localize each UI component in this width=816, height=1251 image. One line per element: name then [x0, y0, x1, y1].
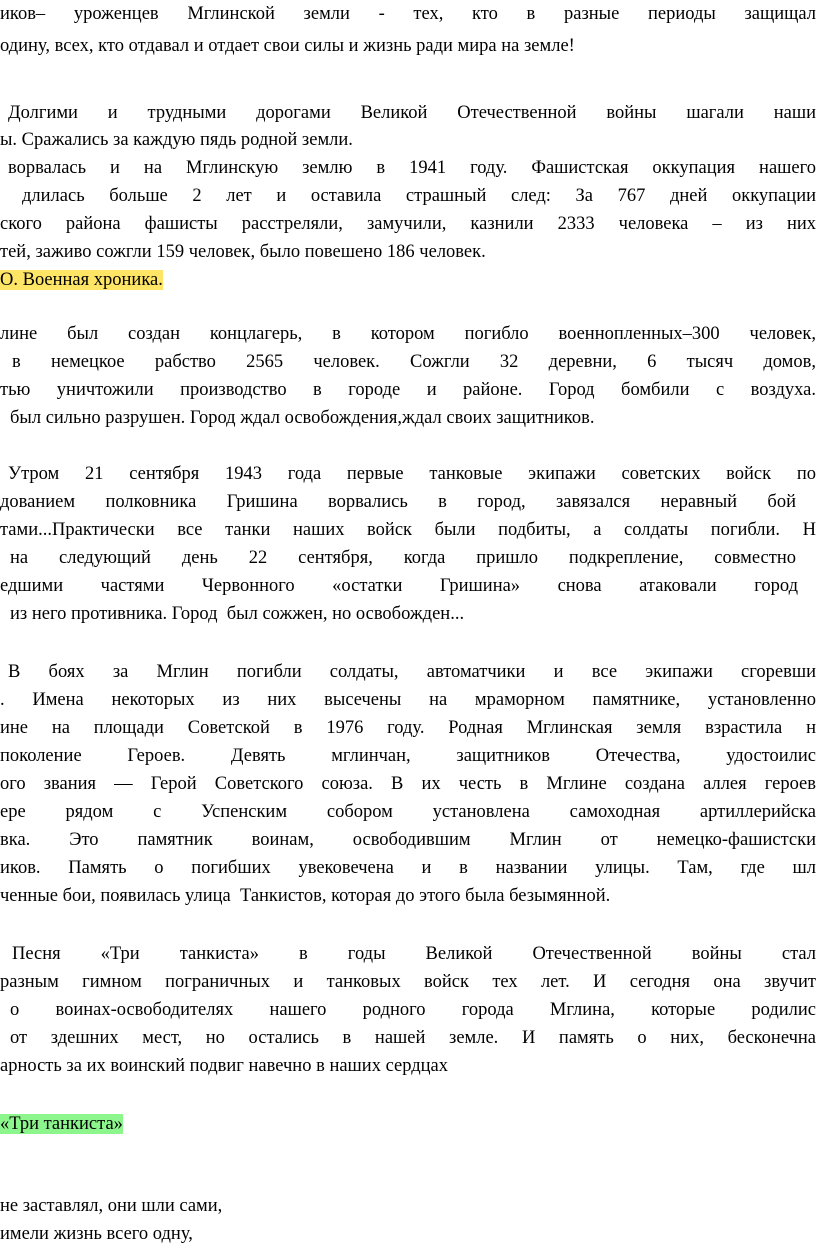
text-line: был сильно разрушен. Город ждал освобождения,ждал своих защитников. [10, 408, 595, 428]
text-line: иков. Память о погибших увековечена и в названии улицы. Там, где шл [0, 858, 816, 878]
text-line: в немецкое рабство 2565 человек. Сожгли 32 деревни, 6 тысяч домов, [12, 352, 816, 372]
text-line: ине на площади Советской в 1976 году. Родная Мглинская земля взрастила н [0, 718, 816, 738]
text-line: . Имена некоторых из них высечены на мраморном памятнике, установленно [0, 690, 816, 710]
text-line: вка. Это памятник воинам, освободившим Мглин от немецко-фашистски [0, 830, 816, 850]
text-line: одину, всех, кто отдавал и отдает свои силы и жизнь ради мира на земле! [0, 36, 575, 56]
text-line: ворвалась и на Мглинскую землю в 1941 году. Фашистская оккупация нашего [8, 158, 816, 178]
poem-line: не заставлял, они шли сами, [0, 1196, 223, 1216]
highlighted-text: О. Военная хроника. [0, 270, 163, 290]
text-line: арность за их воинский подвиг навечно в наших сердцах [0, 1056, 449, 1076]
text-line: лине был создан концлагерь, в котором погибло военнопленных–300 человек, [0, 324, 816, 344]
text-line: Долгими и трудными дорогами Великой Отечественной войны шагали наши [8, 103, 816, 123]
text-line: разным гимном пограничных и танковых войск тех лет. И сегодня она звучит [0, 972, 816, 992]
text-line: ченные бои, появилась улица Танкистов, которая до этого была безымянной. [0, 886, 611, 906]
text-line: В боях за Мглин погибли солдаты, автоматчики и все экипажи сгоревши [8, 662, 816, 682]
text-line: от здешних мест, но остались в нашей земле. И память о них, бесконечна [10, 1028, 816, 1048]
text-line: из него противника. Город был сожжен, но освобожден... [10, 604, 465, 624]
text-line: Утром 21 сентября 1943 года первые танковые экипажи советских войск по [8, 464, 816, 484]
text-line: на следующий день 22 сентября, когда пришло подкрепление, совместно [10, 548, 796, 568]
text-line: Песня «Три танкиста» в годы Великой Отечественной войны стал [12, 944, 816, 964]
text-line: ского района фашисты расстреляли, замучили, казнили 2333 человека – из них [0, 214, 816, 234]
text-line: ы. Сражались за каждую пядь родной земли. [0, 130, 353, 150]
text-line: поколение Героев. Девять мглинчан, защитников Отечества, удостоилис [0, 746, 816, 766]
text-line: о воинах-освободителях нашего родного города Мглина, которые родилис [10, 1000, 816, 1020]
text-line: ого звания — Герой Советского союза. В их честь в Мглине создана аллея героев [0, 774, 816, 794]
text-line: иков– уроженцев Мглинской земли - тех, кто в разные периоды защищал [0, 4, 816, 24]
text-line: тью уничтожили производство в городе и районе. Город бомбили с воздуха. [0, 380, 816, 400]
poem-line: имели жизнь всего одну, [0, 1224, 193, 1244]
text-line: ере рядом с Успенским собором установлена самоходная артиллерийска [0, 802, 816, 822]
section-highlight-song [0, 1112, 123, 1136]
highlighted-text: «Три танкиста» [0, 1114, 123, 1134]
text-line: тами...Практически все танки наших войск были подбиты, а солдаты погибли. Н [0, 520, 816, 540]
text-line: дованием полковника Гришина ворвались в город, завязался неравный бой [0, 492, 796, 512]
text-line: тей, заживо сожгли 159 человек, было повешено 186 человек. [0, 242, 486, 262]
text-line: едшими частями Червонного «остатки Гришина» снова атаковали город [0, 576, 798, 596]
text-line: длилась больше 2 лет и оставила страшный след: За 767 дней оккупации [22, 186, 816, 206]
section-highlight-chronicle [0, 268, 163, 292]
